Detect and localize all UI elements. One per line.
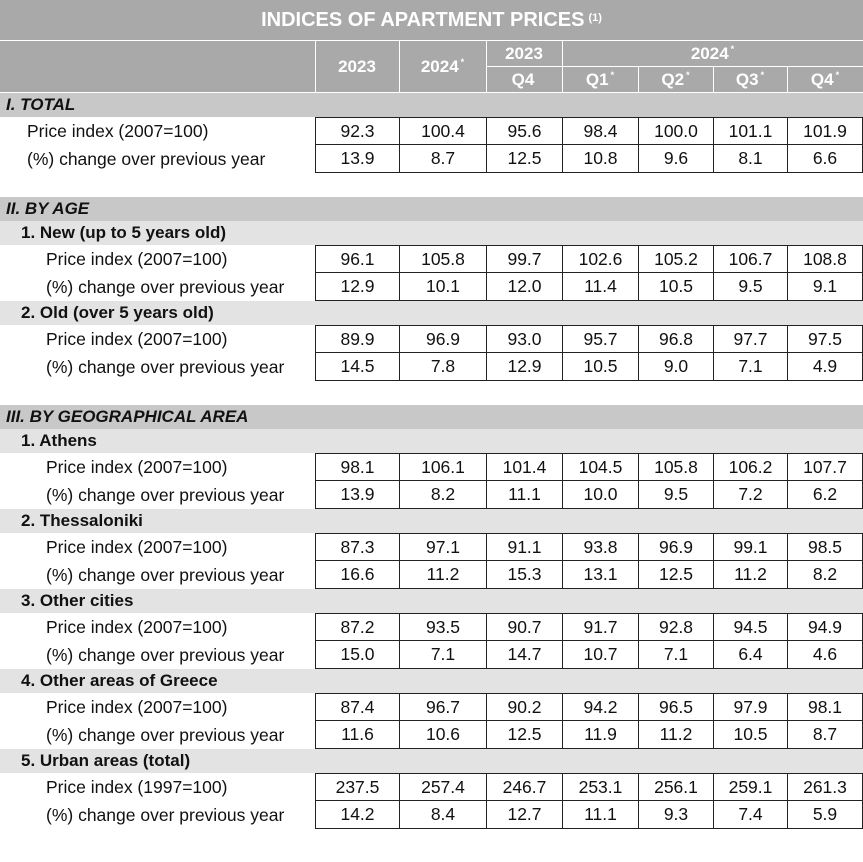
- value-cell: 13.9: [315, 481, 399, 509]
- section-gap: [0, 173, 863, 197]
- section-header: I. TOTAL: [0, 93, 863, 117]
- value-cell: 12.5: [638, 561, 713, 589]
- row-label: (%) change over previous year: [27, 148, 266, 169]
- table-row: [0, 353, 863, 381]
- value-cell: 87.2: [315, 613, 399, 641]
- value-cell: 98.1: [787, 693, 863, 721]
- header-2024: 2024 *: [399, 41, 486, 93]
- header-quarter: Q3 *: [713, 67, 787, 93]
- value-cell: 93.5: [399, 613, 486, 641]
- table-row: [0, 641, 863, 669]
- value-cell: 97.7: [713, 325, 787, 353]
- value-cell: 91.7: [562, 613, 638, 641]
- value-cell: 253.1: [562, 773, 638, 801]
- value-cell: 100.0: [638, 117, 713, 145]
- value-cell: 12.9: [315, 273, 399, 301]
- value-cell: 94.9: [787, 613, 863, 641]
- value-cell: 12.7: [486, 801, 562, 829]
- value-cell: 108.8: [787, 245, 863, 273]
- table-row: [0, 801, 863, 829]
- value-cell: 106.2: [713, 453, 787, 481]
- value-cell: 4.6: [787, 641, 863, 669]
- row-label: (%) change over previous year: [46, 564, 285, 585]
- row-label: Price index (2007=100): [46, 456, 228, 477]
- row-label: (%) change over previous year: [46, 804, 285, 825]
- value-cell: 9.1: [787, 273, 863, 301]
- value-cell: 89.9: [315, 325, 399, 353]
- value-cell: 10.8: [562, 145, 638, 173]
- value-cell: 92.8: [638, 613, 713, 641]
- header-group-2024: 2024 *: [562, 41, 863, 67]
- value-cell: 98.1: [315, 453, 399, 481]
- row-label: (%) change over previous year: [46, 276, 285, 297]
- section-header: II. BY AGE: [0, 197, 863, 221]
- row-label: (%) change over previous year: [46, 644, 285, 665]
- subsection-header: 5. Urban areas (total): [0, 749, 863, 773]
- value-cell: 105.2: [638, 245, 713, 273]
- value-cell: 14.5: [315, 353, 399, 381]
- value-cell: 101.1: [713, 117, 787, 145]
- value-cell: 99.7: [486, 245, 562, 273]
- header-quarter: Q4: [486, 67, 562, 93]
- value-cell: 11.9: [562, 721, 638, 749]
- header-quarter: Q1 *: [562, 67, 638, 93]
- row-label: (%) change over previous year: [46, 356, 285, 377]
- value-cell: 8.4: [399, 801, 486, 829]
- value-cell: 8.2: [399, 481, 486, 509]
- value-cell: 12.9: [486, 353, 562, 381]
- value-cell: 259.1: [713, 773, 787, 801]
- value-cell: 97.1: [399, 533, 486, 561]
- value-cell: 96.8: [638, 325, 713, 353]
- value-cell: 6.4: [713, 641, 787, 669]
- row-label: Price index (1997=100): [46, 776, 228, 797]
- value-cell: 97.9: [713, 693, 787, 721]
- value-cell: 96.1: [315, 245, 399, 273]
- value-cell: 12.5: [486, 721, 562, 749]
- value-cell: 105.8: [638, 453, 713, 481]
- value-cell: 101.4: [486, 453, 562, 481]
- value-cell: 106.7: [713, 245, 787, 273]
- value-cell: 97.5: [787, 325, 863, 353]
- row-label: Price index (2007=100): [46, 616, 228, 637]
- value-cell: 8.2: [787, 561, 863, 589]
- subsection-header: 3. Other cities: [0, 589, 863, 613]
- value-cell: 261.3: [787, 773, 863, 801]
- value-cell: 12.0: [486, 273, 562, 301]
- value-cell: 10.6: [399, 721, 486, 749]
- value-cell: 95.7: [562, 325, 638, 353]
- value-cell: 92.3: [315, 117, 399, 145]
- value-cell: 98.5: [787, 533, 863, 561]
- header-label-cell: [0, 41, 315, 93]
- subsection-header: 1. New (up to 5 years old): [0, 221, 863, 245]
- value-cell: 6.6: [787, 145, 863, 173]
- value-cell: 256.1: [638, 773, 713, 801]
- value-cell: 10.5: [638, 273, 713, 301]
- table-row: [0, 481, 863, 509]
- value-cell: 9.5: [638, 481, 713, 509]
- value-cell: 104.5: [562, 453, 638, 481]
- value-cell: 9.0: [638, 353, 713, 381]
- table-row: [0, 721, 863, 749]
- value-cell: 90.2: [486, 693, 562, 721]
- value-cell: 16.6: [315, 561, 399, 589]
- value-cell: 4.9: [787, 353, 863, 381]
- value-cell: 106.1: [399, 453, 486, 481]
- value-cell: 102.6: [562, 245, 638, 273]
- value-cell: 10.5: [562, 353, 638, 381]
- subsection-header: 2. Thessaloniki: [0, 509, 863, 533]
- table-row: [0, 117, 863, 145]
- value-cell: 11.6: [315, 721, 399, 749]
- value-cell: 107.7: [787, 453, 863, 481]
- value-cell: 99.1: [713, 533, 787, 561]
- table-row: [0, 773, 863, 801]
- value-cell: 96.9: [399, 325, 486, 353]
- value-cell: 93.8: [562, 533, 638, 561]
- value-cell: 94.5: [713, 613, 787, 641]
- table-row: [0, 273, 863, 301]
- table-title: [0, 0, 863, 40]
- value-cell: 9.5: [713, 273, 787, 301]
- table-title-note: (1): [588, 12, 602, 24]
- value-cell: 10.0: [562, 481, 638, 509]
- value-cell: 9.3: [638, 801, 713, 829]
- table-row: [0, 245, 863, 273]
- header-quarter: Q4 *: [787, 67, 863, 93]
- value-cell: 100.4: [399, 117, 486, 145]
- section-header: III. BY GEOGRAPHICAL AREA: [0, 405, 863, 429]
- value-cell: 101.9: [787, 117, 863, 145]
- value-cell: 90.7: [486, 613, 562, 641]
- row-label: Price index (2007=100): [46, 248, 228, 269]
- value-cell: 10.1: [399, 273, 486, 301]
- value-cell: 11.1: [486, 481, 562, 509]
- value-cell: 94.2: [562, 693, 638, 721]
- value-cell: 93.0: [486, 325, 562, 353]
- value-cell: 237.5: [315, 773, 399, 801]
- table-row: [0, 453, 863, 481]
- value-cell: 96.7: [399, 693, 486, 721]
- value-cell: 257.4: [399, 773, 486, 801]
- row-label: (%) change over previous year: [46, 724, 285, 745]
- value-cell: 7.4: [713, 801, 787, 829]
- value-cell: 13.9: [315, 145, 399, 173]
- value-cell: 246.7: [486, 773, 562, 801]
- header-quarter: Q2 *: [638, 67, 713, 93]
- row-label: Price index (2007=100): [46, 536, 228, 557]
- value-cell: 7.2: [713, 481, 787, 509]
- subsection-header: 2. Old (over 5 years old): [0, 301, 863, 325]
- table-row: [0, 145, 863, 173]
- value-cell: 8.7: [787, 721, 863, 749]
- value-cell: 11.1: [562, 801, 638, 829]
- section-gap: [0, 381, 863, 405]
- subsection-header: 1. Athens: [0, 429, 863, 453]
- value-cell: 7.8: [399, 353, 486, 381]
- value-cell: 13.1: [562, 561, 638, 589]
- value-cell: 5.9: [787, 801, 863, 829]
- value-cell: 6.2: [787, 481, 863, 509]
- value-cell: 87.4: [315, 693, 399, 721]
- row-label: Price index (2007=100): [27, 120, 209, 141]
- value-cell: 8.7: [399, 145, 486, 173]
- table-row: [0, 561, 863, 589]
- table-row: [0, 613, 863, 641]
- row-label: (%) change over previous year: [46, 484, 285, 505]
- value-cell: 8.1: [713, 145, 787, 173]
- value-cell: 10.7: [562, 641, 638, 669]
- value-cell: 12.5: [486, 145, 562, 173]
- value-cell: 10.5: [713, 721, 787, 749]
- value-cell: 95.6: [486, 117, 562, 145]
- column-header: [0, 40, 863, 93]
- row-label: Price index (2007=100): [46, 328, 228, 349]
- table-row: [0, 533, 863, 561]
- value-cell: 7.1: [399, 641, 486, 669]
- value-cell: 9.6: [638, 145, 713, 173]
- value-cell: 14.2: [315, 801, 399, 829]
- value-cell: 91.1: [486, 533, 562, 561]
- value-cell: 98.4: [562, 117, 638, 145]
- value-cell: 11.2: [399, 561, 486, 589]
- value-cell: 15.0: [315, 641, 399, 669]
- value-cell: 11.4: [562, 273, 638, 301]
- value-cell: 11.2: [638, 721, 713, 749]
- value-cell: 87.3: [315, 533, 399, 561]
- table-body: [0, 93, 863, 829]
- value-cell: 96.5: [638, 693, 713, 721]
- value-cell: 11.2: [713, 561, 787, 589]
- value-cell: 96.9: [638, 533, 713, 561]
- table-title-text: INDICES OF APARTMENT PRICES: [261, 8, 585, 31]
- value-cell: 105.8: [399, 245, 486, 273]
- value-cell: 14.7: [486, 641, 562, 669]
- value-cell: 7.1: [638, 641, 713, 669]
- subsection-header: 4. Other areas of Greece: [0, 669, 863, 693]
- value-cell: 7.1: [713, 353, 787, 381]
- row-label: Price index (2007=100): [46, 696, 228, 717]
- table-row: [0, 693, 863, 721]
- header-2023: 2023: [315, 41, 399, 93]
- table-row: [0, 325, 863, 353]
- value-cell: 15.3: [486, 561, 562, 589]
- header-group-2023: 2023: [486, 41, 562, 67]
